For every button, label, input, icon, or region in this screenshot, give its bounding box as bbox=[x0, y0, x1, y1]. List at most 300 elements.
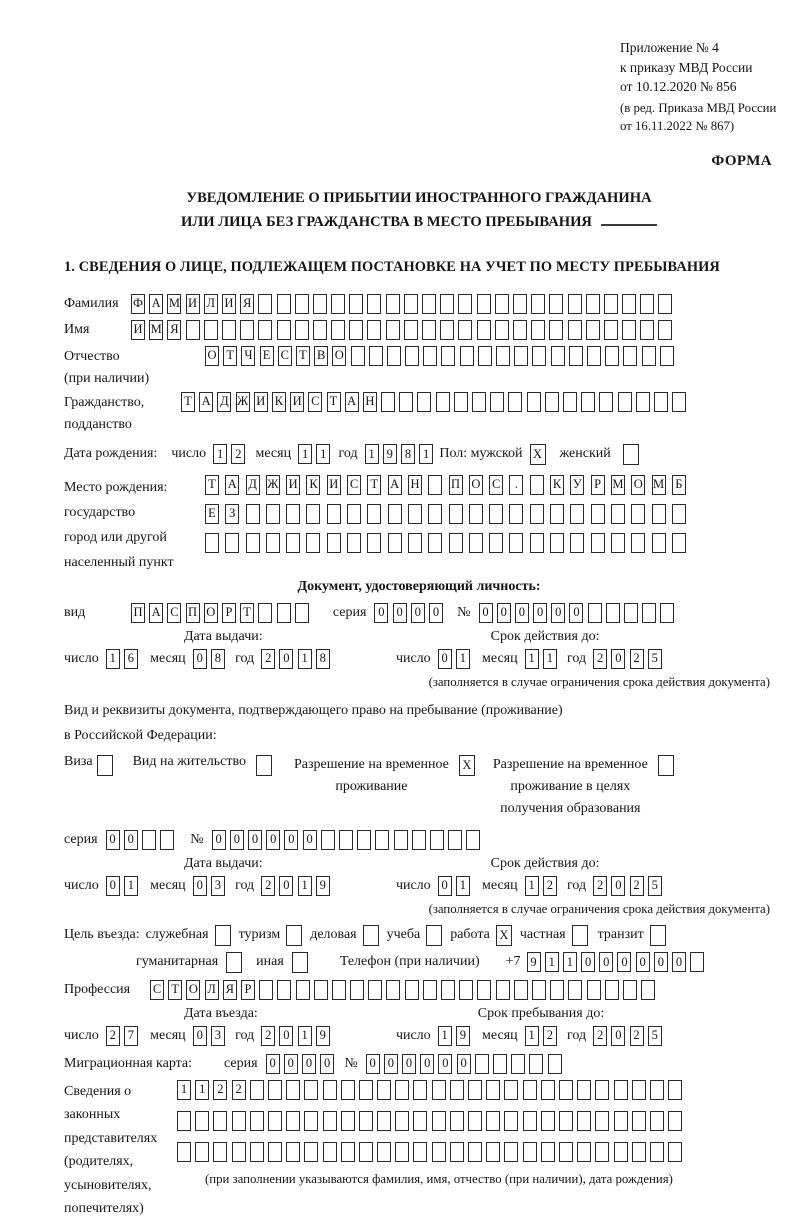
char-cell bbox=[529, 1054, 543, 1074]
char-cell bbox=[381, 392, 395, 412]
char-cell bbox=[375, 830, 389, 850]
char-cell: 0 bbox=[569, 603, 583, 623]
char-cell bbox=[605, 980, 619, 1000]
char-cell bbox=[486, 1142, 500, 1162]
char-cell bbox=[232, 1111, 246, 1131]
profession-row bbox=[64, 980, 774, 1000]
char-cell bbox=[177, 1142, 191, 1162]
char-cell: Я bbox=[223, 980, 237, 1000]
char-cell bbox=[405, 346, 419, 366]
char-cell bbox=[668, 1142, 682, 1162]
temp-residence-education-checkbox bbox=[658, 755, 674, 776]
char-cell bbox=[304, 1142, 318, 1162]
char-cell bbox=[250, 1142, 264, 1162]
char-cell bbox=[349, 294, 363, 314]
char-cell bbox=[266, 533, 280, 553]
char-cell bbox=[250, 1080, 264, 1100]
surname-cells bbox=[131, 294, 677, 314]
char-cell: 2 bbox=[231, 444, 245, 464]
char-cell: 1 bbox=[365, 444, 379, 464]
char-cell bbox=[623, 346, 637, 366]
identity-doc-heading: Документ, удостоверяющий личность: bbox=[297, 578, 541, 594]
char-cell bbox=[468, 1080, 482, 1100]
header-annotation-amendment bbox=[620, 99, 810, 136]
char-cell bbox=[472, 392, 486, 412]
char-cell bbox=[412, 830, 426, 850]
char-cell: О bbox=[332, 346, 346, 366]
stay-until-heading: Срок пребывания до: bbox=[477, 1005, 605, 1021]
char-cell: М bbox=[167, 294, 181, 314]
char-cell: 0 bbox=[212, 830, 226, 850]
char-cell: 0 bbox=[193, 1026, 207, 1046]
char-cell: 1 bbox=[298, 649, 312, 669]
char-cell bbox=[591, 504, 605, 524]
permit-issue-day bbox=[106, 876, 142, 896]
char-cell: 0 bbox=[366, 1054, 380, 1074]
permit-issue-heading: Дата выдачи: bbox=[184, 855, 263, 871]
name-cells bbox=[131, 320, 677, 340]
char-cell bbox=[541, 1080, 555, 1100]
char-cell: 1 bbox=[316, 444, 330, 464]
char-cell: О bbox=[631, 475, 645, 495]
purpose-other-label: иная bbox=[256, 954, 284, 969]
series-label: серия bbox=[224, 1055, 258, 1071]
char-cell: 0 bbox=[106, 830, 120, 850]
permit-validity-note: (заполняется в случае ограничения срока действия документа) bbox=[428, 901, 770, 916]
representatives-label-line: законных bbox=[64, 1107, 121, 1122]
char-cell: 7 bbox=[124, 1026, 138, 1046]
birth-place-cells-row2 bbox=[205, 504, 692, 524]
char-cell bbox=[650, 1080, 664, 1100]
char-cell bbox=[530, 504, 544, 524]
char-cell bbox=[650, 1142, 664, 1162]
char-cell: 1 bbox=[525, 649, 539, 669]
doc-issue-month bbox=[193, 649, 229, 669]
permit-series-row bbox=[64, 830, 774, 850]
char-cell bbox=[606, 603, 620, 623]
char-cell bbox=[413, 1111, 427, 1131]
representatives-label bbox=[64, 1080, 177, 1221]
number-label: № bbox=[344, 1055, 358, 1071]
char-cell: 1 bbox=[195, 1080, 209, 1100]
char-cell bbox=[632, 1142, 646, 1162]
char-cell: Р bbox=[241, 980, 255, 1000]
char-cell: Т bbox=[296, 346, 310, 366]
char-cell: М bbox=[652, 475, 666, 495]
char-cell bbox=[304, 1111, 318, 1131]
char-cell: 0 bbox=[611, 876, 625, 896]
surname-row bbox=[64, 294, 774, 314]
char-cell bbox=[215, 925, 231, 946]
char-cell: Н bbox=[363, 392, 377, 412]
char-cell bbox=[668, 1080, 682, 1100]
purpose-private-checkbox bbox=[572, 925, 588, 946]
permit-valid-heading: Срок действия до: bbox=[490, 855, 600, 871]
char-cell: Ч bbox=[241, 346, 255, 366]
char-cell: М bbox=[611, 475, 625, 495]
birth-place-row bbox=[64, 475, 774, 575]
char-cell bbox=[614, 1111, 628, 1131]
char-cell: 2 bbox=[630, 876, 644, 896]
char-cell bbox=[509, 504, 523, 524]
char-cell: Т bbox=[367, 475, 381, 495]
char-cell: 0 bbox=[611, 649, 625, 669]
char-cell bbox=[341, 1142, 355, 1162]
title-underline bbox=[601, 214, 657, 226]
char-cell: 9 bbox=[456, 1026, 470, 1046]
char-cell bbox=[232, 1142, 246, 1162]
char-cell bbox=[441, 346, 455, 366]
char-cell bbox=[323, 1080, 337, 1100]
char-cell bbox=[640, 320, 654, 340]
char-cell: 0 bbox=[248, 830, 262, 850]
birth-place-label bbox=[64, 475, 205, 575]
citizenship-label bbox=[64, 392, 181, 436]
char-cell bbox=[349, 320, 363, 340]
char-cell: 2 bbox=[543, 1026, 557, 1046]
doc-validity-note: (заполняется в случае ограничения срока действия документа) bbox=[428, 674, 770, 689]
doc-issue-heading: Дата выдачи: bbox=[184, 628, 263, 644]
residence-permit-label: Вид на жительство bbox=[132, 753, 246, 769]
entry-day bbox=[106, 1026, 142, 1046]
char-cell bbox=[493, 1054, 507, 1074]
char-cell bbox=[399, 392, 413, 412]
char-cell: Ф bbox=[131, 294, 145, 314]
char-cell bbox=[195, 1111, 209, 1131]
char-cell bbox=[595, 1111, 609, 1131]
char-cell bbox=[468, 1142, 482, 1162]
char-cell bbox=[550, 533, 564, 553]
representatives-label-line: (родителях, bbox=[64, 1154, 134, 1169]
representatives-label-line: попечителях) bbox=[64, 1201, 144, 1216]
char-cell: С bbox=[347, 475, 361, 495]
form-title-line2-text: ИЛИ ЛИЦА БЕЗ ГРАЖДАНСТВА В МЕСТО ПРЕБЫВАНИЯ bbox=[181, 213, 592, 230]
char-cell bbox=[622, 294, 636, 314]
char-cell: Т bbox=[240, 603, 254, 623]
char-cell: Т bbox=[327, 392, 341, 412]
char-cell bbox=[652, 533, 666, 553]
citizenship-label-line1: Гражданство, bbox=[64, 394, 145, 410]
char-cell bbox=[577, 1080, 591, 1100]
char-cell bbox=[195, 1142, 209, 1162]
permit-issue-year bbox=[261, 876, 334, 896]
char-cell: 0 bbox=[551, 603, 565, 623]
char-cell: Ж bbox=[236, 392, 250, 412]
char-cell: П bbox=[131, 603, 145, 623]
char-cell bbox=[323, 1111, 337, 1131]
char-cell: 0 bbox=[438, 876, 452, 896]
char-cell bbox=[587, 980, 601, 1000]
permit-series-cells bbox=[106, 830, 179, 850]
visa-checkbox bbox=[97, 755, 113, 776]
char-cell: 2 bbox=[630, 1026, 644, 1046]
char-cell: 0 bbox=[497, 603, 511, 623]
permit-valid-group bbox=[396, 876, 666, 896]
char-cell: И bbox=[290, 392, 304, 412]
char-cell: Б bbox=[672, 475, 686, 495]
entry-date-heading: Дата въезда: bbox=[184, 1005, 258, 1021]
char-cell bbox=[477, 980, 491, 1000]
temp-residence-checkbox bbox=[459, 755, 475, 776]
char-cell: 0 bbox=[420, 1054, 434, 1074]
char-cell bbox=[495, 320, 509, 340]
char-cell bbox=[495, 294, 509, 314]
residence-intro-line1: Вид и реквизиты документа, подтверждающего право на пребывание (проживание) bbox=[64, 702, 563, 718]
char-cell: Т bbox=[205, 475, 219, 495]
char-cell: Я bbox=[240, 294, 254, 314]
char-cell bbox=[511, 1054, 525, 1074]
char-cell bbox=[541, 1111, 555, 1131]
char-cell: 3 bbox=[211, 1026, 225, 1046]
char-cell: М bbox=[149, 320, 163, 340]
form-title bbox=[64, 186, 774, 234]
month-label: месяц bbox=[482, 877, 518, 893]
char-cell bbox=[623, 980, 637, 1000]
char-cell: К bbox=[272, 392, 286, 412]
patronymic-cells bbox=[205, 346, 678, 366]
char-cell bbox=[286, 533, 300, 553]
char-cell bbox=[268, 1080, 282, 1100]
char-cell bbox=[441, 980, 455, 1000]
char-cell bbox=[550, 504, 564, 524]
char-cell bbox=[623, 444, 639, 465]
char-cell bbox=[277, 294, 291, 314]
char-cell bbox=[668, 1111, 682, 1131]
char-cell: 0 bbox=[302, 1054, 316, 1074]
char-cell: 2 bbox=[232, 1080, 246, 1100]
profession-cells bbox=[150, 980, 659, 1000]
char-cell bbox=[408, 504, 422, 524]
patronymic-label-line1: Отчество bbox=[64, 348, 120, 364]
char-cell: 0 bbox=[611, 1026, 625, 1046]
char-cell bbox=[258, 603, 272, 623]
char-cell bbox=[432, 1111, 446, 1131]
char-cell bbox=[514, 346, 528, 366]
char-cell bbox=[454, 392, 468, 412]
char-cell: И bbox=[186, 294, 200, 314]
char-cell bbox=[672, 533, 686, 553]
temp-residence-education-label-line1: Разрешение на временное bbox=[492, 756, 648, 772]
char-cell bbox=[395, 1080, 409, 1100]
temp-residence-education-label bbox=[493, 754, 648, 820]
birth-date-row bbox=[64, 444, 774, 465]
month-label: месяц bbox=[150, 1027, 186, 1043]
doc-issue-group bbox=[64, 649, 334, 669]
char-cell: И bbox=[254, 392, 268, 412]
char-cell: 8 bbox=[401, 444, 415, 464]
char-cell bbox=[422, 294, 436, 314]
migration-card-row bbox=[64, 1054, 774, 1074]
char-cell bbox=[595, 1142, 609, 1162]
permit-number-cells bbox=[212, 830, 485, 850]
migration-number-cells bbox=[366, 1054, 566, 1074]
visa-option bbox=[64, 754, 113, 776]
char-cell: 0 bbox=[279, 1026, 293, 1046]
char-cell bbox=[459, 980, 473, 1000]
char-cell: 1 bbox=[563, 952, 577, 972]
char-cell: 0 bbox=[193, 649, 207, 669]
char-cell bbox=[460, 346, 474, 366]
char-cell bbox=[363, 925, 379, 946]
char-cell bbox=[259, 980, 273, 1000]
doc-dates-row bbox=[64, 649, 774, 669]
char-cell: С bbox=[167, 603, 181, 623]
char-cell bbox=[359, 1080, 373, 1100]
doc-valid-group bbox=[396, 649, 666, 669]
char-cell bbox=[395, 1111, 409, 1131]
char-cell: С bbox=[278, 346, 292, 366]
char-cell bbox=[222, 320, 236, 340]
char-cell bbox=[654, 392, 668, 412]
char-cell bbox=[432, 1080, 446, 1100]
char-cell bbox=[295, 294, 309, 314]
char-cell: 0 bbox=[617, 952, 631, 972]
char-cell bbox=[432, 1142, 446, 1162]
char-cell bbox=[591, 533, 605, 553]
char-cell bbox=[304, 1080, 318, 1100]
char-cell bbox=[660, 603, 674, 623]
char-cell: X bbox=[530, 444, 546, 465]
char-cell bbox=[256, 755, 272, 776]
char-cell bbox=[640, 294, 654, 314]
char-cell: Р bbox=[222, 603, 236, 623]
char-cell bbox=[226, 952, 242, 973]
char-cell: О bbox=[469, 475, 483, 495]
entry-dates-row bbox=[64, 1026, 774, 1046]
purpose-row1 bbox=[64, 925, 774, 946]
char-cell bbox=[386, 320, 400, 340]
char-cell bbox=[523, 1080, 537, 1100]
char-cell bbox=[341, 1080, 355, 1100]
char-cell bbox=[614, 1142, 628, 1162]
char-cell bbox=[351, 346, 365, 366]
char-cell bbox=[440, 294, 454, 314]
representatives-cells-block bbox=[177, 1080, 686, 1187]
char-cell bbox=[496, 346, 510, 366]
char-cell bbox=[246, 504, 260, 524]
month-label: месяц bbox=[482, 1027, 518, 1043]
char-cell bbox=[394, 830, 408, 850]
purpose-humanitarian-checkbox bbox=[226, 952, 242, 973]
char-cell bbox=[213, 1142, 227, 1162]
char-cell bbox=[599, 392, 613, 412]
char-cell bbox=[448, 830, 462, 850]
char-cell bbox=[417, 392, 431, 412]
char-cell: К bbox=[550, 475, 564, 495]
char-cell: П bbox=[186, 603, 200, 623]
entry-year bbox=[261, 1026, 334, 1046]
char-cell: А bbox=[149, 294, 163, 314]
char-cell: 2 bbox=[543, 876, 557, 896]
char-cell: С bbox=[308, 392, 322, 412]
annotation-line: от 16.11.2022 № 867) bbox=[620, 119, 735, 133]
char-cell bbox=[277, 320, 291, 340]
birth-place-cells-block bbox=[205, 475, 692, 562]
char-cell: Я bbox=[167, 320, 181, 340]
char-cell bbox=[286, 1080, 300, 1100]
profession-label: Профессия bbox=[64, 981, 131, 997]
char-cell: Р bbox=[591, 475, 605, 495]
char-cell: 2 bbox=[630, 649, 644, 669]
char-cell bbox=[504, 1080, 518, 1100]
entry-date-group bbox=[64, 1026, 334, 1046]
char-cell bbox=[559, 1080, 573, 1100]
char-cell bbox=[642, 346, 656, 366]
section1-heading: 1. СВЕДЕНИЯ О ЛИЦЕ, ПОДЛЕЖАЩЕМ ПОСТАНОВКЕ НА УЧЕТ ПО МЕСТУ ПРЕБЫВАНИЯ bbox=[64, 258, 720, 275]
char-cell: Т bbox=[168, 980, 182, 1000]
char-cell bbox=[268, 1142, 282, 1162]
representatives-label-line: усыновителях, bbox=[64, 1177, 152, 1193]
char-cell bbox=[458, 294, 472, 314]
char-cell: 0 bbox=[533, 603, 547, 623]
char-cell: 2 bbox=[261, 1026, 275, 1046]
char-cell bbox=[523, 1142, 537, 1162]
char-cell: 0 bbox=[438, 649, 452, 669]
char-cell: 0 bbox=[193, 876, 207, 896]
char-cell: 0 bbox=[374, 603, 388, 623]
birth-place-label-line: государство bbox=[64, 504, 136, 520]
char-cell bbox=[277, 980, 291, 1000]
purpose-work-label: работа bbox=[450, 927, 490, 942]
char-cell: 1 bbox=[213, 444, 227, 464]
doc-valid-month bbox=[525, 649, 561, 669]
char-cell: 5 bbox=[648, 876, 662, 896]
char-cell bbox=[357, 830, 371, 850]
birth-place-label-line: населенный пункт bbox=[64, 554, 174, 570]
char-cell: 5 bbox=[648, 649, 662, 669]
char-cell: 2 bbox=[106, 1026, 120, 1046]
char-cell bbox=[350, 980, 364, 1000]
series-label: серия bbox=[64, 831, 98, 847]
char-cell: 2 bbox=[213, 1080, 227, 1100]
char-cell bbox=[572, 925, 588, 946]
char-cell bbox=[258, 294, 272, 314]
char-cell bbox=[652, 504, 666, 524]
char-cell bbox=[377, 1080, 391, 1100]
annotation-line: к приказу МВД России bbox=[620, 59, 753, 75]
char-cell: 8 bbox=[316, 649, 330, 669]
char-cell: 1 bbox=[124, 876, 138, 896]
char-cell bbox=[428, 504, 442, 524]
char-cell bbox=[559, 1142, 573, 1162]
birth-place-label-line: город или другой bbox=[64, 529, 167, 545]
char-cell bbox=[549, 320, 563, 340]
char-cell: О bbox=[186, 980, 200, 1000]
char-cell bbox=[413, 1142, 427, 1162]
char-cell bbox=[286, 1111, 300, 1131]
char-cell bbox=[225, 533, 239, 553]
patronymic-label bbox=[64, 346, 205, 390]
char-cell bbox=[177, 1111, 191, 1131]
representatives-cells-row1 bbox=[177, 1080, 686, 1100]
char-cell: 2 bbox=[593, 1026, 607, 1046]
char-cell bbox=[327, 533, 341, 553]
char-cell bbox=[387, 346, 401, 366]
char-cell: 1 bbox=[456, 649, 470, 669]
migration-series-cells bbox=[266, 1054, 339, 1074]
char-cell: А bbox=[199, 392, 213, 412]
char-cell bbox=[550, 980, 564, 1000]
char-cell: К bbox=[306, 475, 320, 495]
char-cell: 0 bbox=[599, 952, 613, 972]
purpose-other-checkbox bbox=[292, 952, 308, 973]
entry-date-headings bbox=[64, 1006, 774, 1022]
char-cell bbox=[490, 392, 504, 412]
day-label: число bbox=[64, 877, 99, 893]
char-cell bbox=[548, 1054, 562, 1074]
birth-date-label: Дата рождения: bbox=[64, 446, 158, 461]
char-cell: . bbox=[509, 475, 523, 495]
